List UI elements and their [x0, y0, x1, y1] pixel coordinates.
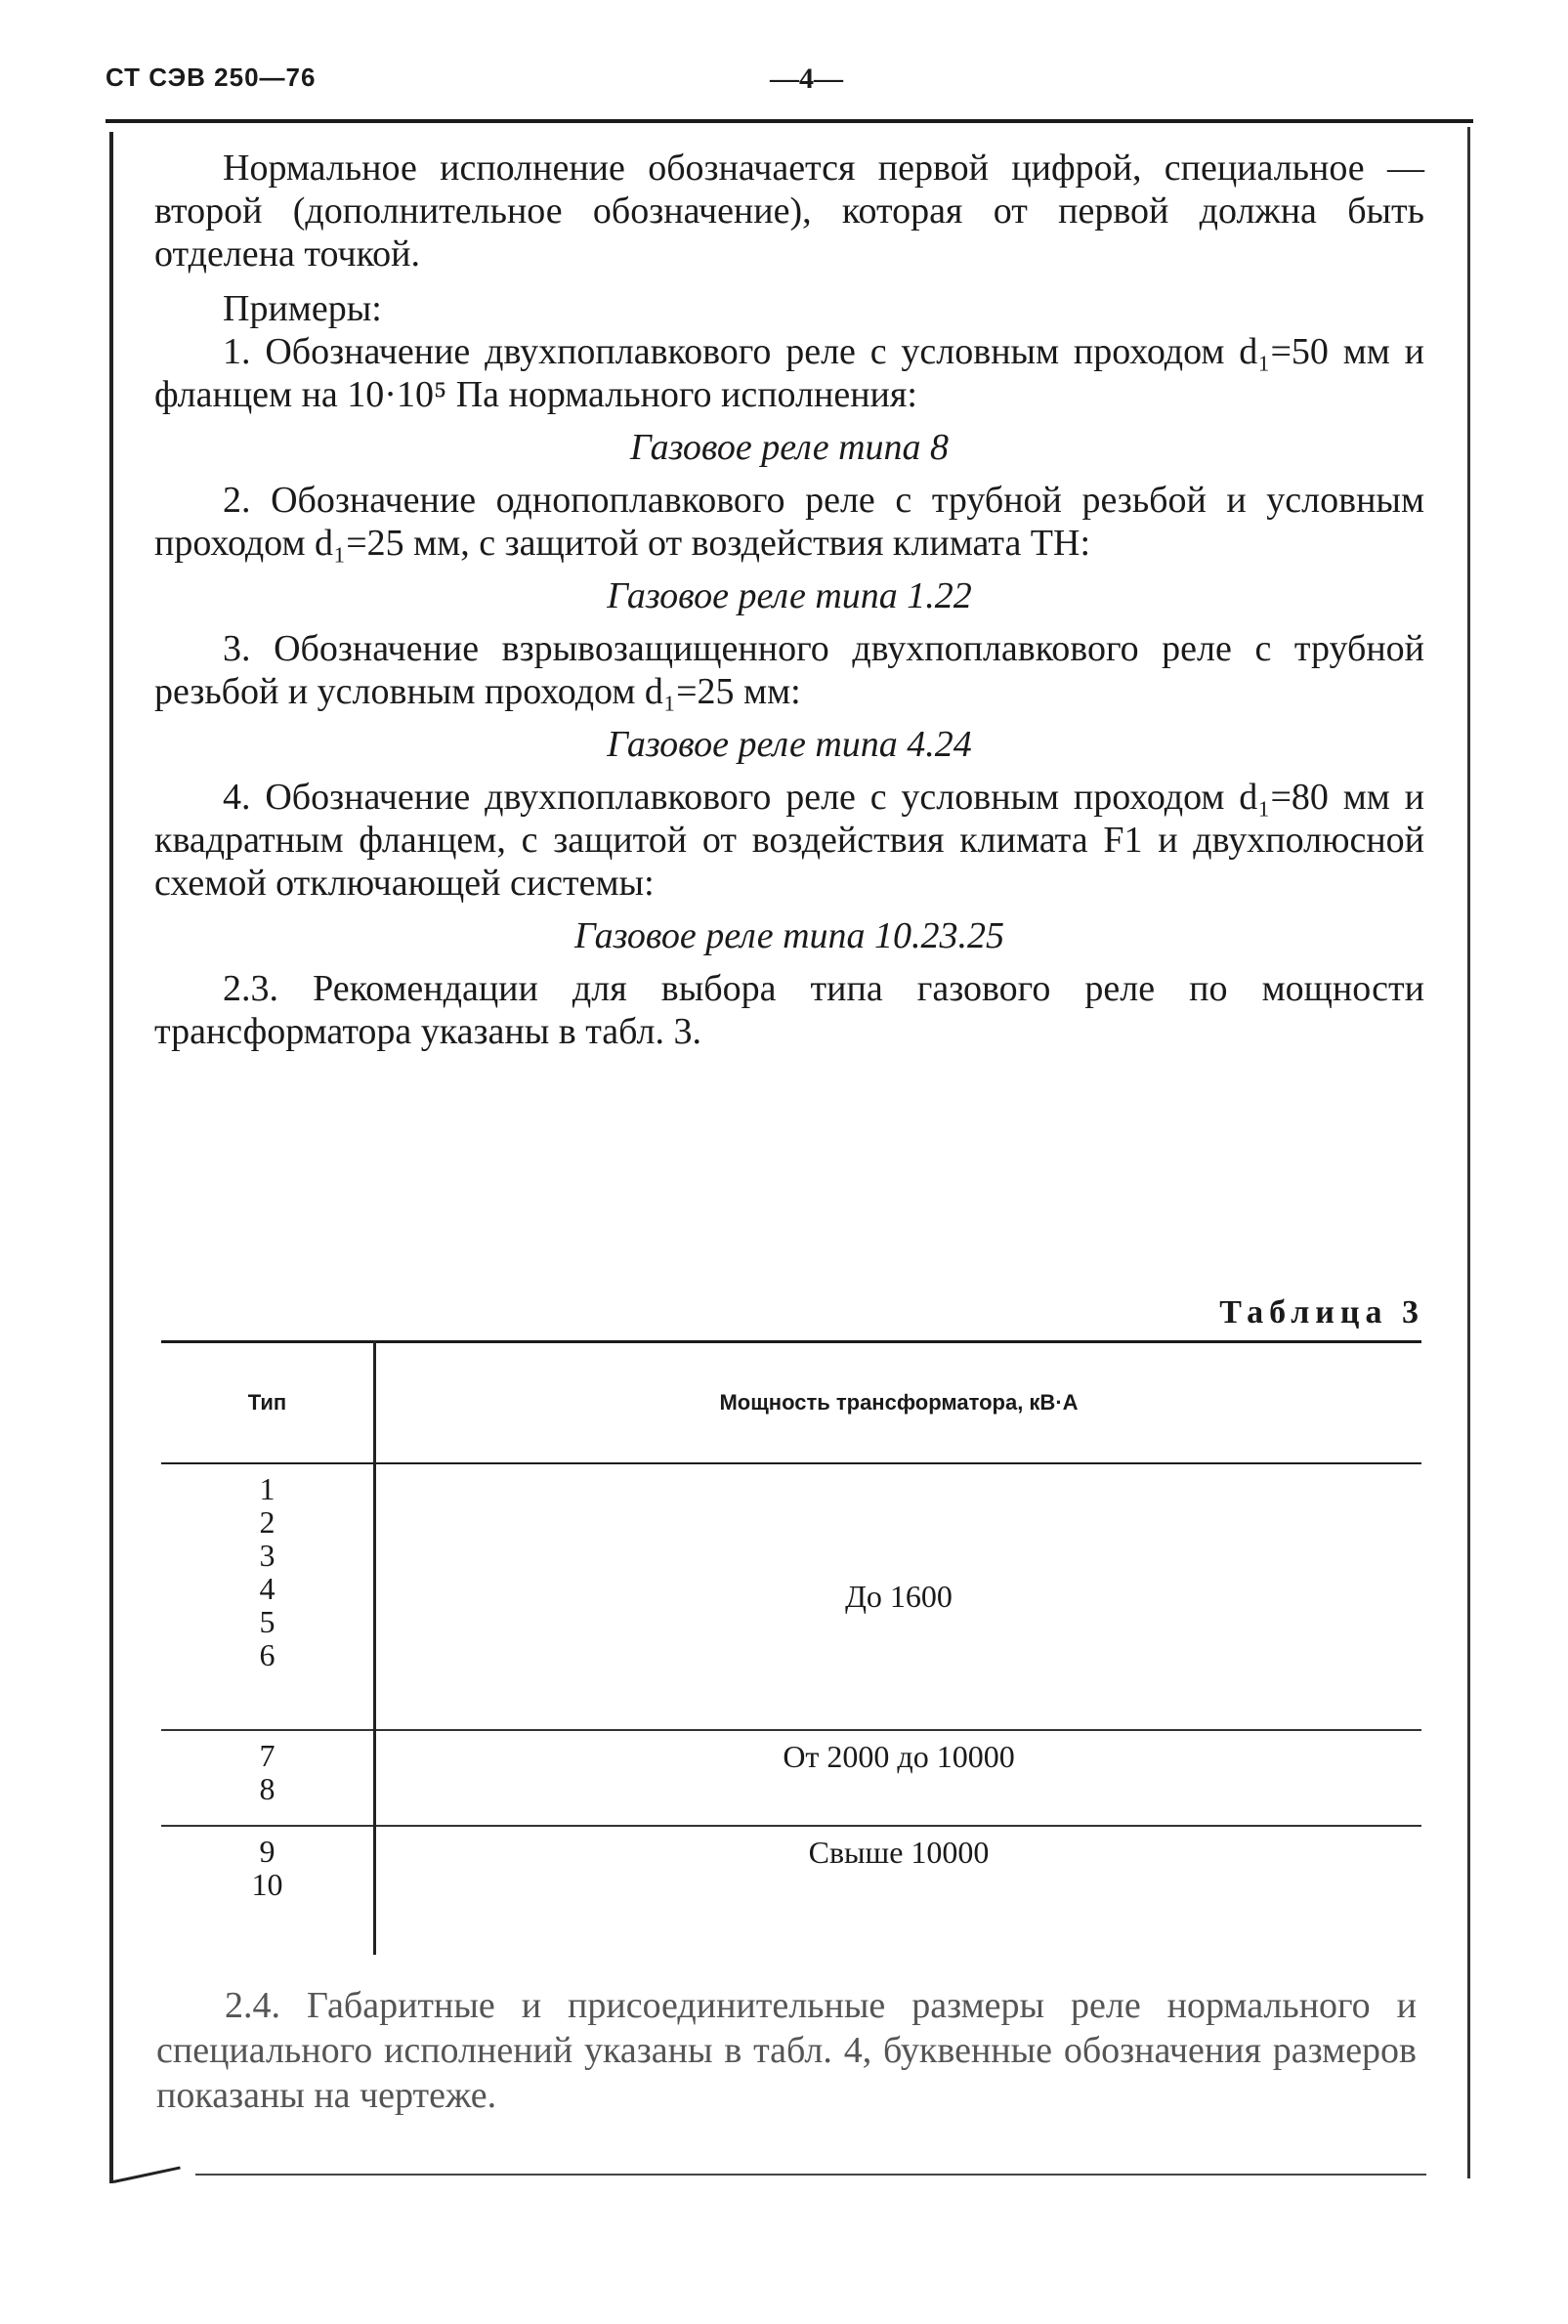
standard-code: СТ СЭВ 250—76: [106, 63, 317, 92]
examples-label: Примеры:: [223, 288, 382, 329]
type-cell: 1 2 3 4 5 6: [161, 1463, 375, 1730]
table-3: [161, 1340, 1421, 1955]
power-cell: Свыше 10000: [808, 1835, 990, 1870]
frame-right-line: [1467, 127, 1470, 2178]
column-header-power: Мощность трансформатора, кВ·А: [375, 1342, 1422, 1464]
example-1: 1. Обозначение двухпоплавкового реле с условным проходом d₁=50 мм и фланцем на 10·10⁵ Па нормального исполнения:: [154, 331, 1424, 415]
example-3-result: Газовое реле типа 4.24: [607, 724, 972, 765]
example-4-result: Газовое реле типа 10.23.25: [573, 915, 1005, 956]
column-header-type: Тип: [161, 1342, 375, 1464]
table-title: Таблица 3: [1219, 1294, 1424, 1331]
example-2-result: Газовое реле типа 1.22: [607, 575, 972, 616]
page-header: [106, 63, 1473, 121]
table-row: [161, 1826, 1421, 1955]
example-1-result: Газовое реле типа 8: [629, 427, 950, 468]
type-cell: 9 10: [161, 1826, 375, 1955]
paragraph-designation: Нормальное исполнение обозначается первой цифрой, специальное — второй (дополнительное обозначение), которая от первой должна быть отделена точкой.: [154, 148, 1424, 275]
power-cell: До 1600: [375, 1463, 1422, 1730]
frame-left-line: [109, 132, 113, 2183]
type-cell: 7 8: [161, 1730, 375, 1826]
section-2-3: 2.3. Рекомендации для выбора типа газового реле по мощности трансформатора указаны в табл. 3.: [154, 968, 1424, 1052]
example-2: 2. Обозначение однопоплавкового реле с трубной резьбой и условным проходом d₁=25 мм, с защитой от воздействия климата ТН:: [154, 480, 1424, 564]
example-4: 4. Обозначение двухпоплавкового реле с условным проходом d₁=80 мм и квадратным фланцем, с защитой от воздействия климата F1 и двухполюсной схемой отключающей системы:: [154, 777, 1424, 904]
section-2-4: 2.4. Габаритные и присоединительные размеры реле нормального и специального исполнений указаны в табл. 4, буквенные обозначения размеров показаны на чертеже.: [156, 1985, 1417, 2116]
table-row: [161, 1463, 1421, 1730]
body-text: [154, 147, 1424, 1053]
frame-bottom-hook: [113, 2166, 181, 2182]
page-number: —4—: [770, 63, 843, 95]
header-rule: [106, 119, 1473, 123]
example-3: 3. Обозначение взрывозащищенного двухпоплавкового реле с трубной резьбой и условным проходом d₁=25 мм:: [154, 628, 1424, 712]
table-row: [161, 1730, 1421, 1826]
power-cell: От 2000 до 10000: [375, 1730, 1422, 1826]
footer-rule: [195, 2174, 1426, 2176]
